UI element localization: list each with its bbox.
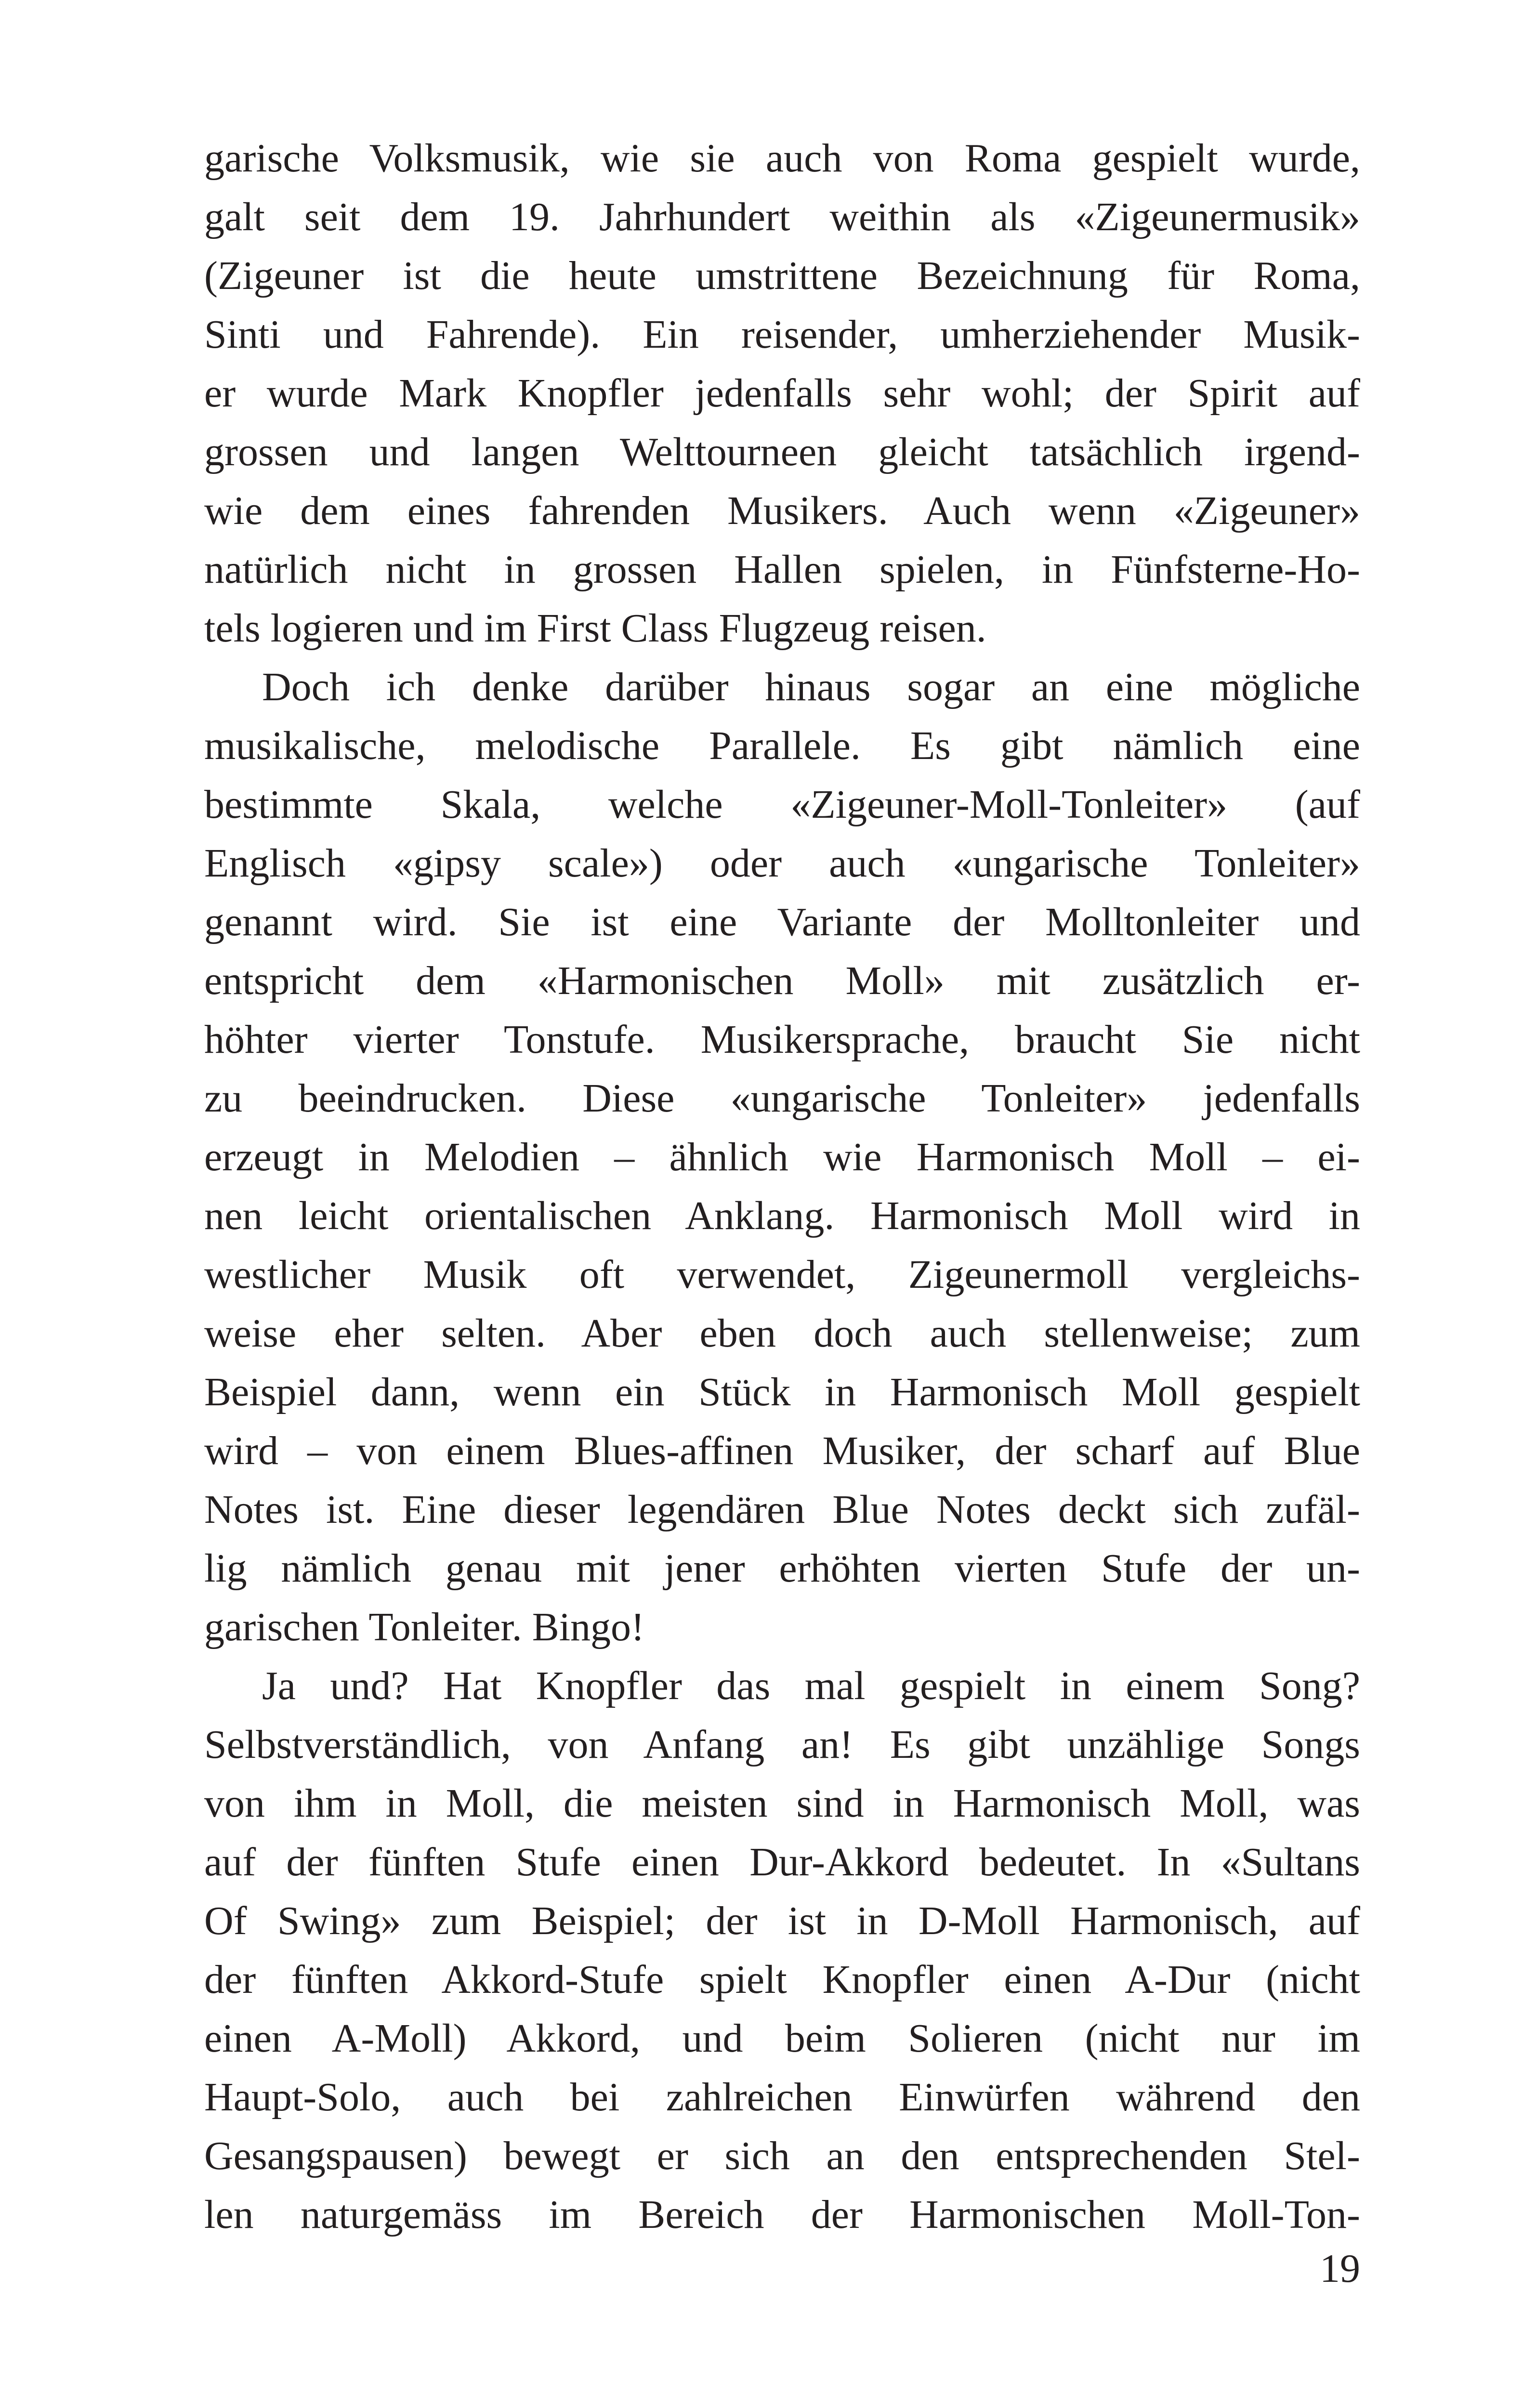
text-line: Haupt-Solo, auch bei zahlreichen Einwürfen während den — [204, 2075, 1360, 2120]
text-line: weise eher selten. Aber eben doch auch stellenweise; zum — [204, 1311, 1360, 1356]
text-line: Of Swing» zum Beispiel; der ist in D-Moll Harmonisch, auf — [204, 1898, 1360, 1943]
page-number: 19 — [1320, 2246, 1360, 2291]
paragraph — [204, 129, 1360, 658]
text-line: höhter vierter Tonstufe. Musikersprache, braucht Sie nicht — [204, 1017, 1360, 1062]
text-line: auf der fünften Stufe einen Dur-Akkord bedeutet. In «Sultans — [204, 1840, 1360, 1885]
text-line: wie dem eines fahrenden Musikers. Auch wenn «Zigeuner» — [204, 488, 1360, 533]
text-line: natürlich nicht in grossen Hallen spielen, in Fünfsterne-Ho- — [204, 547, 1360, 592]
text-line: genannt wird. Sie ist eine Variante der Molltonleiter und — [204, 900, 1360, 944]
text-line: tels logieren und im First Class Flugzeug reisen. — [204, 606, 986, 651]
text-line: nen leicht orientalischen Anklang. Harmonisch Moll wird in — [204, 1193, 1360, 1238]
text-line: Ja und? Hat Knopfler das mal gespielt in einem Song? — [262, 1663, 1360, 1708]
text-line: garischen Tonleiter. Bingo! — [204, 1605, 645, 1649]
text-line: garische Volksmusik, wie sie auch von Roma gespielt wurde, — [204, 136, 1360, 181]
text-line: Gesangspausen) bewegt er sich an den entsprechenden Stel- — [204, 2133, 1360, 2178]
text-line: Sinti und Fahrende). Ein reisender, umherziehender Musik- — [204, 312, 1360, 357]
text-line: musikalische, melodische Parallele. Es gibt nämlich eine — [204, 723, 1360, 768]
text-line: galt seit dem 19. Jahrhundert weithin als «Zigeunermusik» — [204, 195, 1360, 239]
text-line: wird – von einem Blues-affinen Musiker, der scharf auf Blue — [204, 1428, 1360, 1473]
text-line: (Zigeuner ist die heute umstrittene Bezeichnung für Roma, — [204, 253, 1360, 298]
text-line: len naturgemäss im Bereich der Harmonischen Moll-Ton- — [204, 2192, 1360, 2237]
text-line: Selbstverständlich, von Anfang an! Es gibt unzählige Songs — [204, 1722, 1360, 1767]
text-line: lig nämlich genau mit jener erhöhten vierten Stufe der un- — [204, 1546, 1360, 1591]
text-line: er wurde Mark Knopfler jedenfalls sehr wohl; der Spirit auf — [204, 371, 1360, 416]
paragraph — [204, 1657, 1360, 2244]
text-line: Notes ist. Eine dieser legendären Blue Notes deckt sich zufäl- — [204, 1487, 1360, 1532]
text-line: erzeugt in Melodien – ähnlich wie Harmonisch Moll – ei- — [204, 1135, 1360, 1179]
text-line: bestimmte Skala, welche «Zigeuner-Moll-Tonleiter» (auf — [204, 782, 1360, 827]
text-line: der fünften Akkord-Stufe spielt Knopfler einen A-Dur (nicht — [204, 1957, 1360, 2002]
text-line: westlicher Musik oft verwendet, Zigeunermoll vergleichs- — [204, 1252, 1360, 1297]
text-line: Englisch «gipsy scale») oder auch «ungarische Tonleiter» — [204, 841, 1360, 886]
text-line: einen A-Moll) Akkord, und beim Solieren (nicht nur im — [204, 2016, 1360, 2061]
text-line: zu beeindrucken. Diese «ungarische Tonleiter» jedenfalls — [204, 1076, 1360, 1121]
text-line: von ihm in Moll, die meisten sind in Harmonisch Moll, was — [204, 1781, 1360, 1826]
text-line: Doch ich denke darüber hinaus sogar an eine mögliche — [262, 665, 1360, 709]
paragraph — [204, 658, 1360, 1657]
text-line: entspricht dem «Harmonischen Moll» mit zusätzlich er- — [204, 958, 1360, 1003]
text-line: Beispiel dann, wenn ein Stück in Harmonisch Moll gespielt — [204, 1370, 1360, 1414]
text-line: grossen und langen Welttourneen gleicht tatsächlich irgend- — [204, 430, 1360, 474]
body-text — [204, 129, 1360, 2244]
